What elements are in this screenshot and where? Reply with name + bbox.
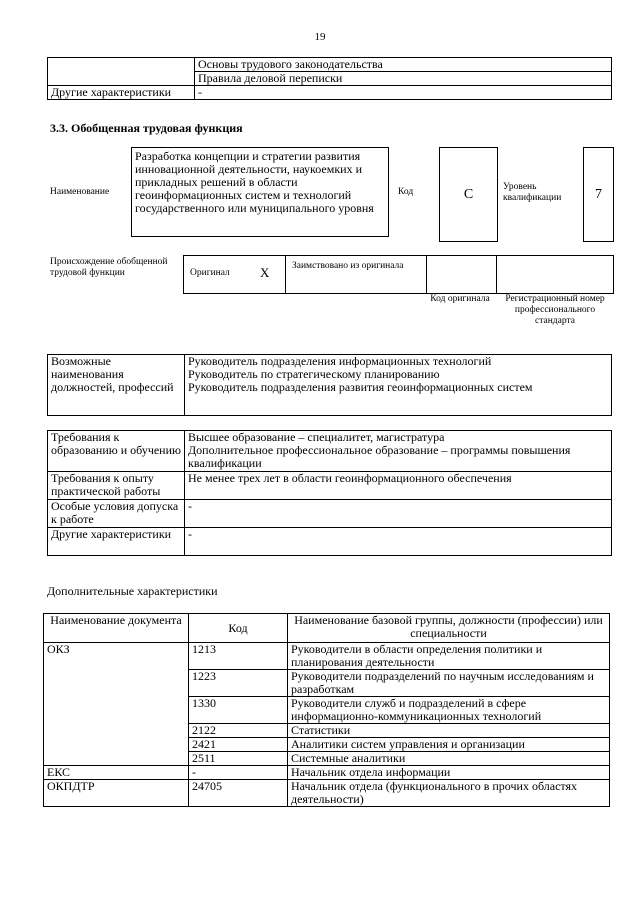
position-item: Руководитель подразделения развития геоинформационных систем <box>188 380 533 394</box>
req-label: Другие характеристики <box>48 528 185 556</box>
name-label: Наименование <box>50 187 110 197</box>
req-value: Не менее трех лет в области геоинформационного обеспечения <box>185 472 612 500</box>
cell-name: Аналитики систем управления и организации <box>288 738 610 752</box>
position-item: Руководитель подразделения информационных технологий <box>188 354 492 368</box>
header-document: Наименование документа <box>44 614 189 643</box>
cell-document: ОКПДТР <box>44 780 189 807</box>
position-item: Руководитель по стратегическому планированию <box>188 367 440 381</box>
code-label: Код <box>398 187 414 197</box>
req-value: Высшее образование – специалитет, магистратура Дополнительное профессиональное образование – программы повышения квалификации <box>185 431 612 472</box>
code-original-label: Код оригинала <box>430 294 490 304</box>
original-label: Оригинал <box>190 268 230 278</box>
header-name: Наименование базовой группы, должности (профессии) или специальности <box>288 614 610 643</box>
function-name-box: Разработка концепции и стратегии развития инновационной деятельности, наукоемких и прикладных решений в области геоинформационных систем и технологий государственного или муниципального уровня <box>131 147 389 237</box>
cell-code: 1223 <box>189 670 288 697</box>
req-value: - <box>185 500 612 528</box>
req-label: Требования к образованию и обучению <box>48 431 185 472</box>
table-row <box>44 766 610 780</box>
code-value: C <box>439 147 498 242</box>
cell-code: 2421 <box>189 738 288 752</box>
cell-name: Статистики <box>288 724 610 738</box>
original-mark: X <box>260 265 270 280</box>
borrowed-label: Заимствовано из оригинала <box>292 261 404 271</box>
table-cell-value: Правила деловой переписки <box>195 72 612 86</box>
cell-code: 2122 <box>189 724 288 738</box>
table-header-row <box>44 614 610 643</box>
table-row <box>44 780 610 807</box>
additional-table <box>43 613 610 807</box>
divider <box>285 256 286 293</box>
divider <box>426 256 427 293</box>
section-title: 3.3. Обобщенная трудовая функция <box>50 121 243 135</box>
req-label: Требования к опыту практической работы <box>48 472 185 500</box>
table-cell-label <box>48 58 195 72</box>
cell-name: Руководители служб и подразделений в сфере информационно-коммуникационных технологий <box>288 697 610 724</box>
req-value: - <box>185 528 612 556</box>
reg-number-label: Регистрационный номер профессионального стандарта <box>505 294 605 326</box>
cell-name: Начальник отдела (функционального в прочих областях деятельности) <box>288 780 610 807</box>
req-label: Особые условия допуска к работе <box>48 500 185 528</box>
page-number: 19 <box>314 31 326 43</box>
cell-name: Руководители в области определения политики и планирования деятельности <box>288 643 610 670</box>
cell-name: Руководители подразделений по научным исследованиям и разработкам <box>288 670 610 697</box>
table-row <box>48 355 612 416</box>
divider <box>496 256 497 293</box>
positions-label: Возможные наименования должностей, профессий <box>48 355 185 416</box>
cell-code: 1330 <box>189 697 288 724</box>
table-row <box>48 500 612 528</box>
cell-document: ЕКС <box>44 766 189 780</box>
top-table <box>47 57 612 100</box>
table-row <box>48 431 612 472</box>
cell-code: 24705 <box>189 780 288 807</box>
positions-values <box>185 355 612 416</box>
table-row <box>48 72 612 86</box>
cell-code: 1213 <box>189 643 288 670</box>
table-cell-value: Основы трудового законодательства <box>195 58 612 72</box>
table-cell-label: Другие характеристики <box>48 86 195 100</box>
origin-row <box>183 255 614 294</box>
table-row <box>48 472 612 500</box>
cell-code: - <box>189 766 288 780</box>
table-row <box>44 643 610 670</box>
cell-name: Начальник отдела информации <box>288 766 610 780</box>
requirements-table <box>47 430 612 556</box>
level-label: Уровень квалификации <box>503 182 562 203</box>
cell-code: 2511 <box>189 752 288 766</box>
table-cell-label <box>48 72 195 86</box>
additional-title: Дополнительные характеристики <box>47 584 218 598</box>
level-value: 7 <box>583 147 614 242</box>
positions-table <box>47 354 612 416</box>
origin-label: Происхождение обобщенной трудовой функции <box>50 257 168 278</box>
cell-document: ОКЗ <box>44 643 189 766</box>
cell-name: Системные аналитики <box>288 752 610 766</box>
table-row <box>48 528 612 556</box>
table-row <box>48 58 612 72</box>
header-code: Код <box>189 614 288 643</box>
table-row <box>48 86 612 100</box>
table-cell-value: - <box>195 86 612 100</box>
